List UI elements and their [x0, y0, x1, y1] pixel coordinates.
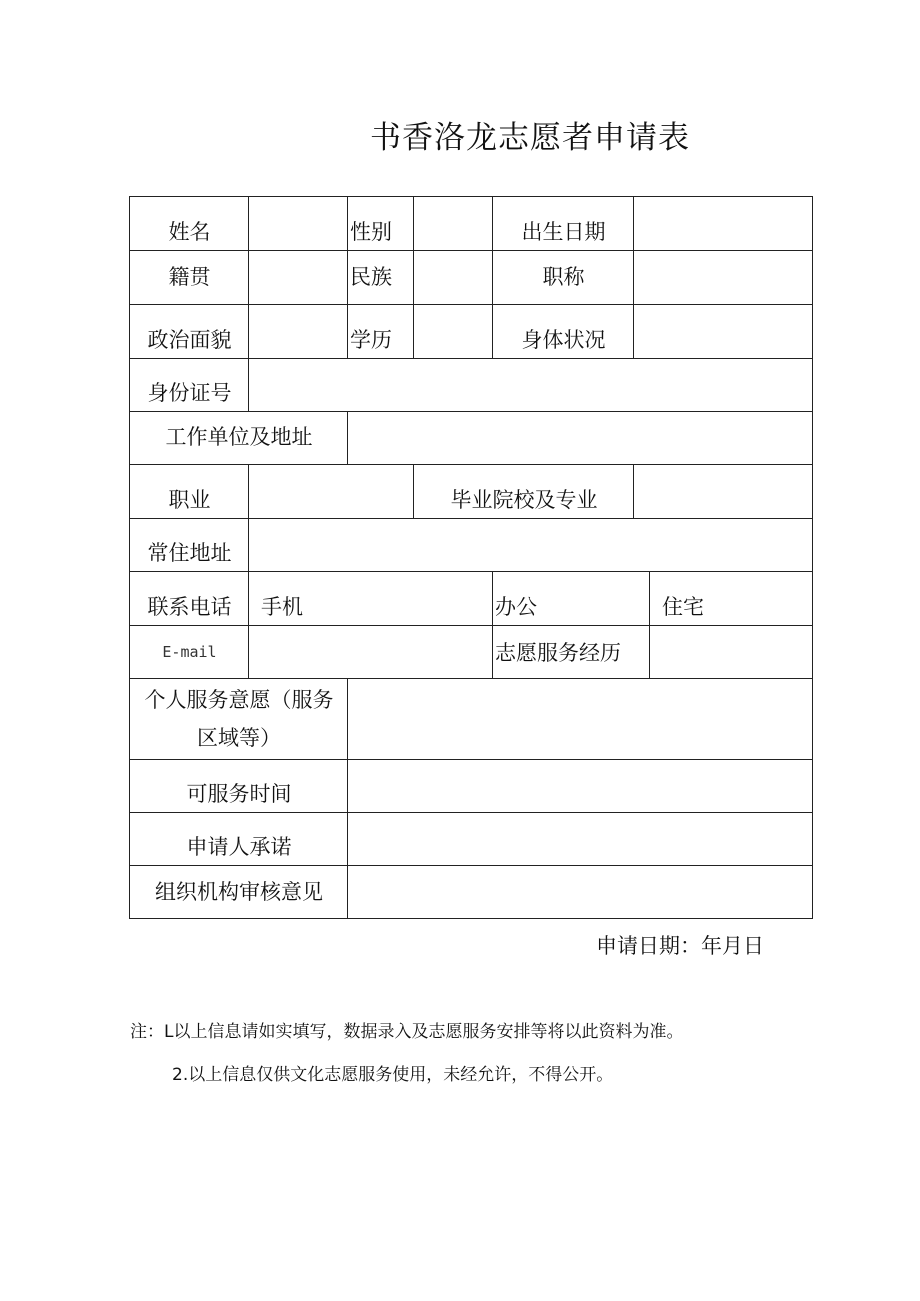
org-review-field[interactable]: [347, 865, 813, 919]
ethnicity-field[interactable]: [413, 250, 493, 304]
birth-date-label: 出生日期: [492, 196, 634, 250]
available-time-label: 可服务时间: [129, 759, 348, 812]
note-2: 2.以上信息仅供文化志愿服务使用，未经允许，不得公开。: [172, 1065, 614, 1085]
service-wish-field[interactable]: [347, 678, 813, 759]
service-wish-line1: 个人服务意愿（服务: [144, 688, 334, 712]
education-field[interactable]: [413, 304, 493, 358]
occupation-label: 职业: [129, 464, 249, 518]
name-field[interactable]: [248, 196, 348, 250]
service-wish-line2: 区域等）: [197, 726, 281, 750]
email-label: E-mail: [129, 625, 249, 678]
id-number-field[interactable]: [248, 358, 813, 411]
id-number-label: 身份证号: [129, 358, 249, 411]
org-review-label: 组织机构审核意见: [129, 865, 348, 919]
gender-field[interactable]: [413, 196, 493, 250]
form-title: 书香洛龙志愿者申请表: [370, 120, 690, 156]
mobile-field[interactable]: [248, 571, 493, 625]
office-phone-field[interactable]: [492, 571, 650, 625]
occupation-field[interactable]: [248, 464, 414, 518]
table-border-right: [812, 196, 813, 919]
home-phone-field[interactable]: [649, 571, 813, 625]
table-border-bottom: [129, 918, 813, 919]
residence-field[interactable]: [248, 518, 813, 571]
workplace-field[interactable]: [347, 411, 813, 464]
home-label: 住宅: [662, 595, 704, 619]
political-status-field[interactable]: [248, 304, 348, 358]
education-label: 学历: [347, 304, 414, 358]
available-time-field[interactable]: [347, 759, 813, 812]
volunteer-experience-field[interactable]: [649, 625, 813, 678]
job-title-label: 职称: [492, 250, 634, 304]
apply-date: 申请日期：年月日: [596, 934, 764, 958]
name-label: 姓名: [129, 196, 249, 250]
contact-phone-label: 联系电话: [129, 571, 249, 625]
service-wish-label: [129, 678, 348, 759]
volunteer-experience-label: 志愿服务经历: [492, 625, 650, 678]
mobile-label: 手机: [261, 595, 303, 619]
native-place-field[interactable]: [248, 250, 348, 304]
residence-label: 常住地址: [129, 518, 249, 571]
school-major-field[interactable]: [633, 464, 813, 518]
school-major-label: 毕业院校及专业: [413, 464, 634, 518]
email-field[interactable]: [248, 625, 493, 678]
ethnicity-label: 民族: [347, 250, 414, 304]
applicant-pledge-label: 申请人承诺: [129, 812, 348, 865]
health-field[interactable]: [633, 304, 813, 358]
gender-label: 性别: [347, 196, 414, 250]
workplace-label: 工作单位及地址: [129, 411, 348, 464]
native-place-label: 籍贯: [129, 250, 249, 304]
birth-date-field[interactable]: [633, 196, 813, 250]
job-title-field[interactable]: [633, 250, 813, 304]
note-1: 注：L以上信息请如实填写，数据录入及志愿服务安排等将以此资料为准。: [130, 1022, 684, 1042]
applicant-pledge-field[interactable]: [347, 812, 813, 865]
health-label: 身体状况: [492, 304, 634, 358]
political-status-label: 政治面貌: [129, 304, 249, 358]
office-label: 办公: [495, 595, 537, 619]
